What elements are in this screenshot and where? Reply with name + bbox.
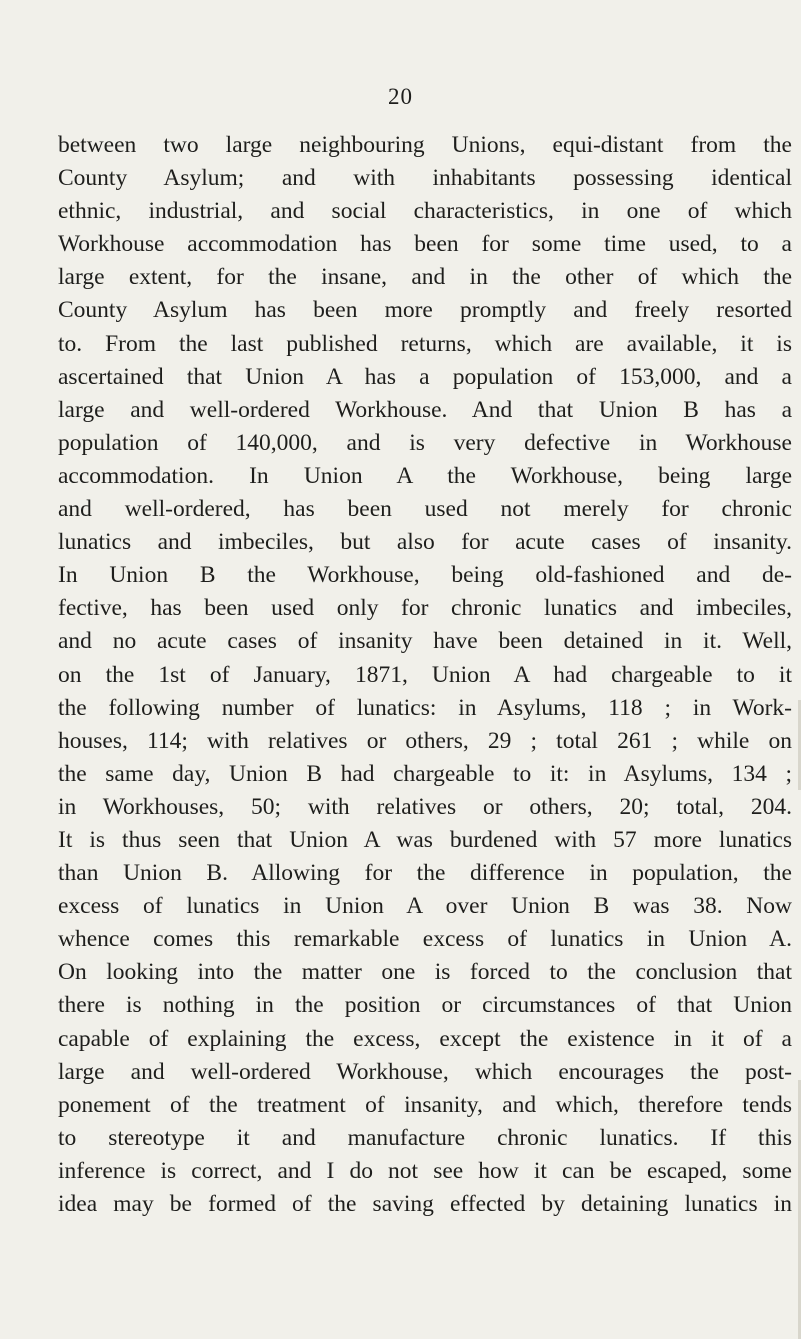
text-line: population of 140,000, and is very defective in Workhouse: [58, 429, 792, 456]
text-line: On looking into the matter one is forced to the conclusion that: [58, 959, 792, 986]
text-line: Workhouse accommodation has been for some time used, to a: [58, 231, 792, 258]
text-line: between two large neighbouring Unions, equi-distant from the: [58, 132, 792, 158]
text-line: in Workhouses, 50; with relatives or others, 20; total, 204.: [58, 793, 792, 820]
text-line: ethnic, industrial, and social characteristics, in one of which: [58, 198, 792, 225]
page-number: 20: [388, 84, 413, 109]
text-line: accommodation. In Union A the Workhouse, being large: [58, 462, 792, 489]
text-line: fective, has been used only for chronic lunatics and imbeciles,: [58, 595, 792, 622]
text-line: ascertained that Union A has a population of 153,000, and a: [58, 363, 792, 390]
text-line: and well-ordered, has been used not merely for chronic: [58, 496, 792, 523]
text-line: than Union B. Allowing for the difference in population, the: [58, 860, 792, 887]
text-line: there is nothing in the position or circumstances of that Union: [58, 992, 792, 1019]
text-line: County Asylum; and with inhabitants possessing identical: [58, 165, 792, 192]
text-line: whence comes this remarkable excess of lunatics in Union A.: [58, 926, 792, 953]
text-line: large and well-ordered Workhouse. And that Union B has a: [58, 396, 792, 423]
text-line: houses, 114; with relatives or others, 29 ; total 261 ; while on: [58, 727, 792, 754]
text-line: large and well-ordered Workhouse, which encourages the post-: [58, 1058, 792, 1085]
text-line: idea may be formed of the saving effected by detaining lunatics in: [58, 1191, 792, 1217]
text-line: In Union B the Workhouse, being old-fashioned and de-: [58, 562, 792, 589]
body-text: [58, 129, 792, 1221]
text-line: the same day, Union B had chargeable to it: in Asylums, 134 ;: [58, 760, 792, 787]
text-line: It is thus seen that Union A was burdened with 57 more lunatics: [58, 826, 792, 853]
text-line: lunatics and imbeciles, but also for acute cases of insanity.: [58, 529, 792, 556]
text-line: large extent, for the insane, and in the other of which the: [58, 264, 792, 291]
text-line: ponement of the treatment of insanity, and which, therefore tends: [58, 1091, 792, 1118]
text-line: inference is correct, and I do not see how it can be escaped, some: [58, 1157, 792, 1184]
text-line: excess of lunatics in Union A over Union B was 38. Now: [58, 893, 792, 920]
text-line: on the 1st of January, 1871, Union A had chargeable to it: [58, 661, 792, 688]
text-line: County Asylum has been more promptly and freely resorted: [58, 297, 792, 324]
text-line: capable of explaining the excess, except the existence in it of a: [58, 1025, 792, 1052]
text-line: and no acute cases of insanity have been detained in it. Well,: [58, 628, 792, 655]
text-line: the following number of lunatics: in Asylums, 118 ; in Work-: [58, 694, 792, 721]
text-line: to stereotype it and manufacture chronic lunatics. If this: [58, 1124, 792, 1151]
text-line: to. From the last published returns, which are available, it is: [58, 330, 792, 357]
